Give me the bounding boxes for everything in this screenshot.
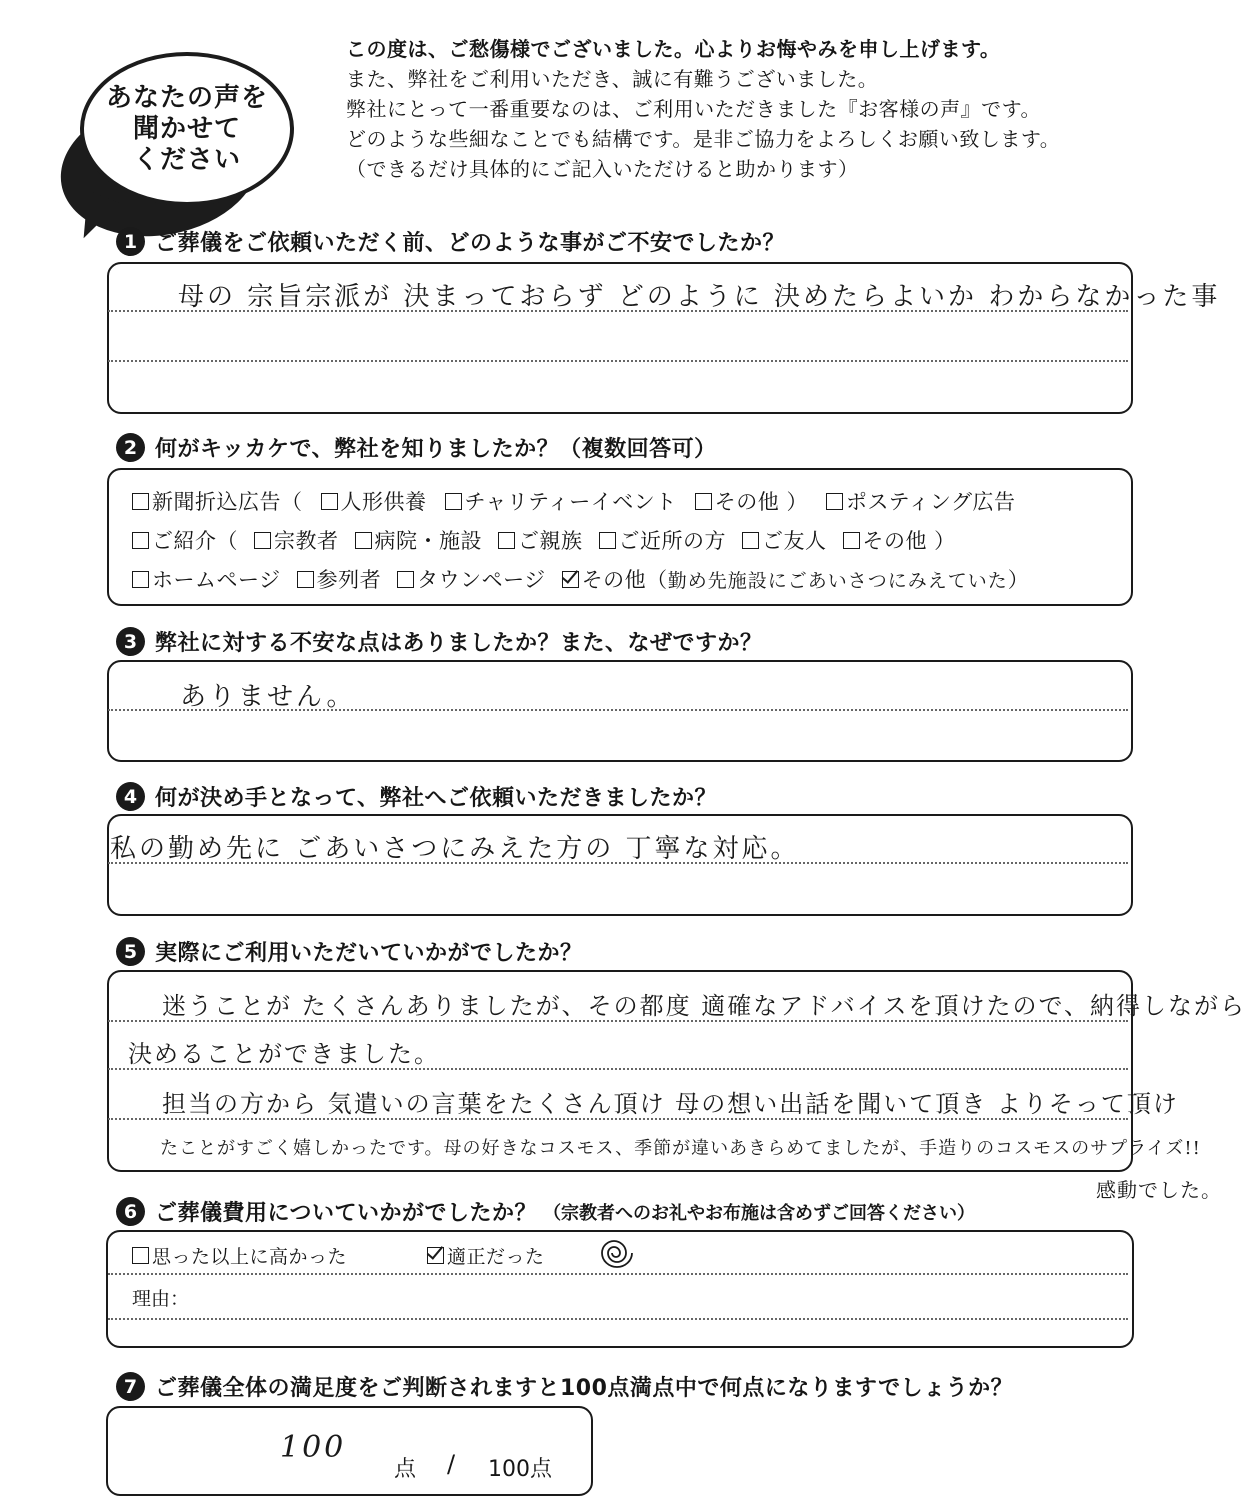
- option-label: ポスティング広告: [845, 490, 1016, 514]
- option-homepage[interactable]: [132, 564, 281, 594]
- checkbox[interactable]: [297, 571, 314, 588]
- question-5: [116, 936, 583, 967]
- intro-text: [346, 34, 1226, 184]
- checkbox[interactable]: [742, 532, 759, 549]
- question-text: 何がキッカケで、弊社を知りましたか？（複数回答可）: [155, 437, 717, 462]
- option-attendee[interactable]: [297, 564, 382, 594]
- question-7: [116, 1371, 1013, 1402]
- option-label: その他（: [581, 568, 668, 592]
- question-number: 7: [116, 1372, 145, 1401]
- question-text: ご葬儀全体の満足度をご判断されますと100点満点中で何点になりますでしょうか？: [155, 1376, 1014, 1401]
- question-number: 6: [116, 1197, 145, 1226]
- options-row-3: [132, 564, 1029, 594]
- checkbox[interactable]: [355, 532, 372, 549]
- option-label: タウンページ: [417, 568, 546, 592]
- question-text: 実際にご利用いただいていかがでしたか？: [155, 941, 583, 966]
- checkbox[interactable]: [695, 493, 712, 510]
- option-friends[interactable]: [742, 525, 827, 555]
- option-doll-memorial[interactable]: [321, 486, 427, 516]
- option-label: ホームページ: [152, 568, 281, 592]
- handwritten-answer-5-line-1: 迷うことが たくさんありましたが、その都度 適確なアドバイスを頂けたので、納得しながら: [162, 992, 1247, 1020]
- handwritten-answer-1: 母の 宗旨宗派が 決まっておらず どのように 決めたらよいか わからなかった事: [178, 282, 1221, 312]
- handwritten-answer-5-line-4: たことがすごく嬉しかったです。母の好きなコスモス、季節が違いあきらめてましたが、手造りのコスモスのサプライズ!!: [160, 1138, 1201, 1159]
- intro-line-2: また、弊社をご利用いただき、誠に有難うございました。: [346, 67, 879, 91]
- option-appropriate[interactable]: [427, 1242, 545, 1269]
- flower-doodle-icon: [594, 1236, 638, 1270]
- handwritten-answer-3: ありません。: [180, 682, 356, 712]
- reason-label: 理由：: [132, 1288, 190, 1310]
- option-other-2[interactable]: [843, 525, 956, 555]
- handwritten-answer-4: 私の勤め先に ごあいさつにみえた方の 丁寧な対応。: [110, 834, 800, 864]
- option-townpage[interactable]: [397, 564, 546, 594]
- option-relatives[interactable]: [498, 525, 583, 555]
- checkbox-checked[interactable]: [562, 571, 579, 588]
- option-label: チャリティーイベント: [464, 490, 677, 514]
- bubble-title: あなたの声を 聞かせて ください: [105, 82, 268, 175]
- checkbox[interactable]: [843, 532, 860, 549]
- checkbox[interactable]: [254, 532, 271, 549]
- cost-options: [132, 1242, 545, 1269]
- option-other-3[interactable]: [562, 564, 1030, 594]
- checkbox[interactable]: [397, 571, 414, 588]
- checkbox[interactable]: [132, 1247, 149, 1264]
- option-other-1[interactable]: [695, 486, 808, 516]
- checkbox-checked[interactable]: [427, 1247, 444, 1264]
- option-religious[interactable]: [254, 525, 339, 555]
- option-label: 参列者: [316, 568, 382, 592]
- checkbox[interactable]: [132, 493, 149, 510]
- speech-bubble: [54, 40, 294, 220]
- intro-line-3: 弊社にとって一番重要なのは、ご利用いただきました『お客様の声』です。: [346, 97, 1041, 121]
- option-label: ご近所の方: [618, 529, 726, 553]
- handwritten-other: 勤め先施設にごあいさつにみえていた: [667, 569, 1008, 592]
- question-number: 2: [116, 433, 145, 462]
- option-label: ご紹介（: [152, 529, 238, 553]
- question-text: ご葬儀をご依頼いただく前、どのような事がご不安でしたか？: [155, 231, 786, 256]
- handwritten-answer-5-overflow: 感動でした。: [1096, 1178, 1222, 1202]
- handwritten-score: 100: [280, 1430, 347, 1465]
- question-1: [116, 226, 785, 257]
- ruled-line: [108, 1318, 1128, 1320]
- option-label: 思った以上に高かった: [152, 1246, 348, 1268]
- option-label: その他 ）: [862, 529, 956, 553]
- score-slash: /: [447, 1450, 456, 1478]
- question-note: （宗教者へのお礼やお布施は含めずご回答ください）: [543, 1202, 976, 1224]
- bubble-body: [80, 52, 294, 206]
- question-text: ご葬儀費用についていかがでしたか？: [155, 1201, 538, 1226]
- option-label: その他 ）: [714, 490, 808, 514]
- checkbox[interactable]: [498, 532, 515, 549]
- option-too-expensive[interactable]: [132, 1242, 347, 1269]
- checkbox[interactable]: [321, 493, 338, 510]
- option-referral[interactable]: [132, 525, 238, 555]
- option-charity-event[interactable]: [445, 486, 677, 516]
- option-label-close: ）: [1007, 568, 1030, 592]
- option-newspaper[interactable]: [132, 486, 303, 516]
- question-3: [116, 626, 763, 657]
- question-2: [116, 432, 717, 463]
- option-label: ご親族: [518, 529, 583, 553]
- question-number: 3: [116, 627, 145, 656]
- option-label: 人形供養: [340, 490, 427, 514]
- question-4: [116, 781, 717, 812]
- option-label: 適正だった: [447, 1246, 545, 1268]
- options-row-2: [132, 525, 956, 555]
- ruled-line: [108, 1273, 1128, 1275]
- checkbox[interactable]: [132, 571, 149, 588]
- option-label: 病院・施設: [374, 529, 482, 553]
- intro-line-4: どのような些細なことでも結構です。是非ご協力をよろしくお願い致します。: [346, 127, 1061, 151]
- option-hospital[interactable]: [355, 525, 483, 555]
- score-unit: 点: [394, 1457, 417, 1482]
- option-label: ご友人: [762, 529, 827, 553]
- handwritten-answer-5-line-2: 決めることができました。: [128, 1040, 440, 1068]
- question-number: 4: [116, 782, 145, 811]
- question-number: 5: [116, 937, 145, 966]
- handwritten-answer-5-line-3: 担当の方から 気遣いの言葉をたくさん頂け 母の想い出話を聞いて頂き よりそって頂け: [162, 1090, 1179, 1118]
- checkbox[interactable]: [445, 493, 462, 510]
- options-row-1: [132, 486, 1015, 516]
- checkbox[interactable]: [599, 532, 616, 549]
- question-6: [116, 1196, 975, 1227]
- question-text: 何が決め手となって、弊社へご依頼いただきましたか？: [155, 786, 718, 811]
- option-label: 宗教者: [274, 529, 339, 553]
- option-label: 新聞折込広告（: [152, 490, 303, 514]
- checkbox[interactable]: [132, 532, 149, 549]
- question-number: 1: [116, 227, 145, 256]
- score-max: 100点: [488, 1457, 552, 1482]
- option-neighbors[interactable]: [599, 525, 727, 555]
- ruled-line: [108, 360, 1128, 362]
- question-text: 弊社に対する不安な点はありましたか？また、なぜですか？: [155, 631, 763, 656]
- option-posting[interactable]: [826, 486, 1015, 516]
- intro-line-1: この度は、ご愁傷様でございました。心よりお悔やみを申し上げます。: [346, 37, 1001, 61]
- checkbox[interactable]: [826, 493, 843, 510]
- intro-line-5: （できるだけ具体的にご記入いただけると助かります）: [346, 157, 859, 181]
